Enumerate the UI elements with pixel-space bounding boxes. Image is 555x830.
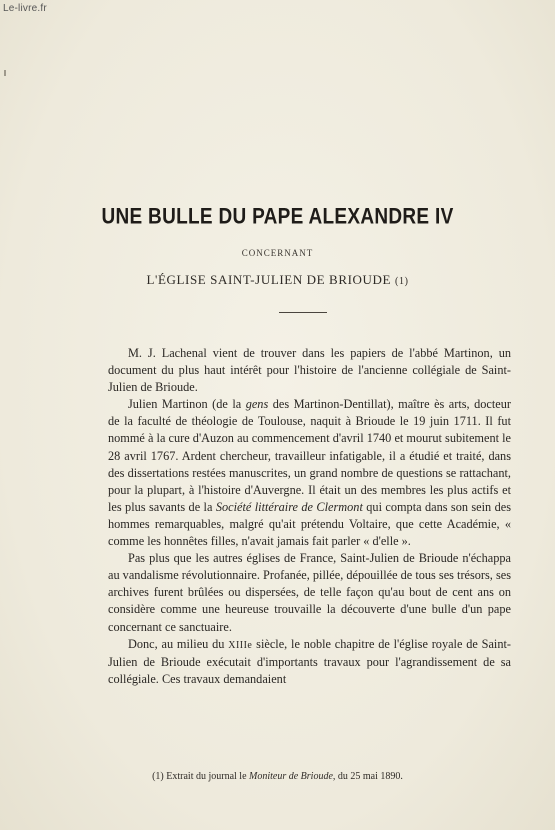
paragraph-2-part-c: des Martinon-Dentillat), maître ès arts, docteur de la faculté de théologie de Toulouse, naquit à Brioude le 19 juin 1711. Il fut nommé à la cure d'Auzon au commencement d'avril 1740 et mourut subitement le 28 avril 1767. Ardent chercheur, travailleur infatigable, il a étudié et traité, dans des dissertations restées manuscrites, un grand nombre de questions se rattachant, pour la plupart, à l'histoire d'Auvergne. Il était un des membres les plus actifs et les plus savants de la	[108, 397, 511, 514]
subtitle-footnote-ref: (1)	[395, 276, 409, 287]
paragraph-1: M. J. Lachenal vient de trouver dans les papiers de l'abbé Martinon, un document du plus haut intérêt pour l'histoire de l'ancienne collégiale de Saint-Julien de Brioude.	[108, 346, 511, 395]
subtitle-text: L'ÉGLISE SAINT-JULIEN DE BRIOUDE	[146, 272, 392, 287]
paragraph-4	[108, 636, 511, 688]
document-body	[108, 345, 511, 688]
concerning-label: CONCERNANT	[241, 248, 314, 258]
paragraph-2	[108, 396, 511, 550]
document-title: UNE BULLE DU PAPE ALEXANDRE IV	[101, 205, 454, 230]
paragraph-2-part-e: qui compta dans son sein des hommes remarquables, malgré qu'ait prétendu Voltaire, que cette Académie, « comme les honnêtes filles, n'avait jamais fait parler « d'elle ».	[108, 499, 511, 549]
page-edge-mark	[4, 70, 6, 76]
paragraph-4-part-c: siècle, le noble chapitre de l'église royale de Saint-Julien de Brioude exécutait d'importants travaux pour l'agrandissement de sa collégiale. Ces travaux demandaient	[108, 636, 511, 686]
paragraph-3: Pas plus que les autres églises de France, Saint-Julien de Brioude n'échappa au vandalisme révolutionnaire. Profanée, pillée, dépouillée de tous ses trésors, ses archives furent brûlées ou dispersées, de telle façon qu'au bout de cent ans on considère comme une heureuse trouvaille la découverte d'une bulle d'un pape concernant ce sanctuaire.	[108, 551, 511, 634]
footnote-journal: Moniteur de Brioude,	[249, 771, 336, 782]
document-subtitle	[0, 272, 555, 288]
paragraph-2-italic-society: Société littéraire de Clermont	[215, 499, 363, 514]
paragraph-4-part-a: Donc, au milieu du	[128, 636, 229, 651]
watermark: Le-livre.fr	[3, 3, 47, 14]
paragraph-2-italic-gens: gens	[245, 397, 269, 412]
footnote-prefix: (1) Extrait du journal le	[152, 771, 250, 782]
footnote	[0, 771, 555, 782]
footnote-suffix: du 25 mai 1890.	[335, 771, 403, 782]
paragraph-2-part-a: Julien Martinon (de la	[128, 397, 246, 412]
paragraph-4-century: XIIIe	[228, 639, 253, 651]
title-divider	[279, 312, 327, 313]
